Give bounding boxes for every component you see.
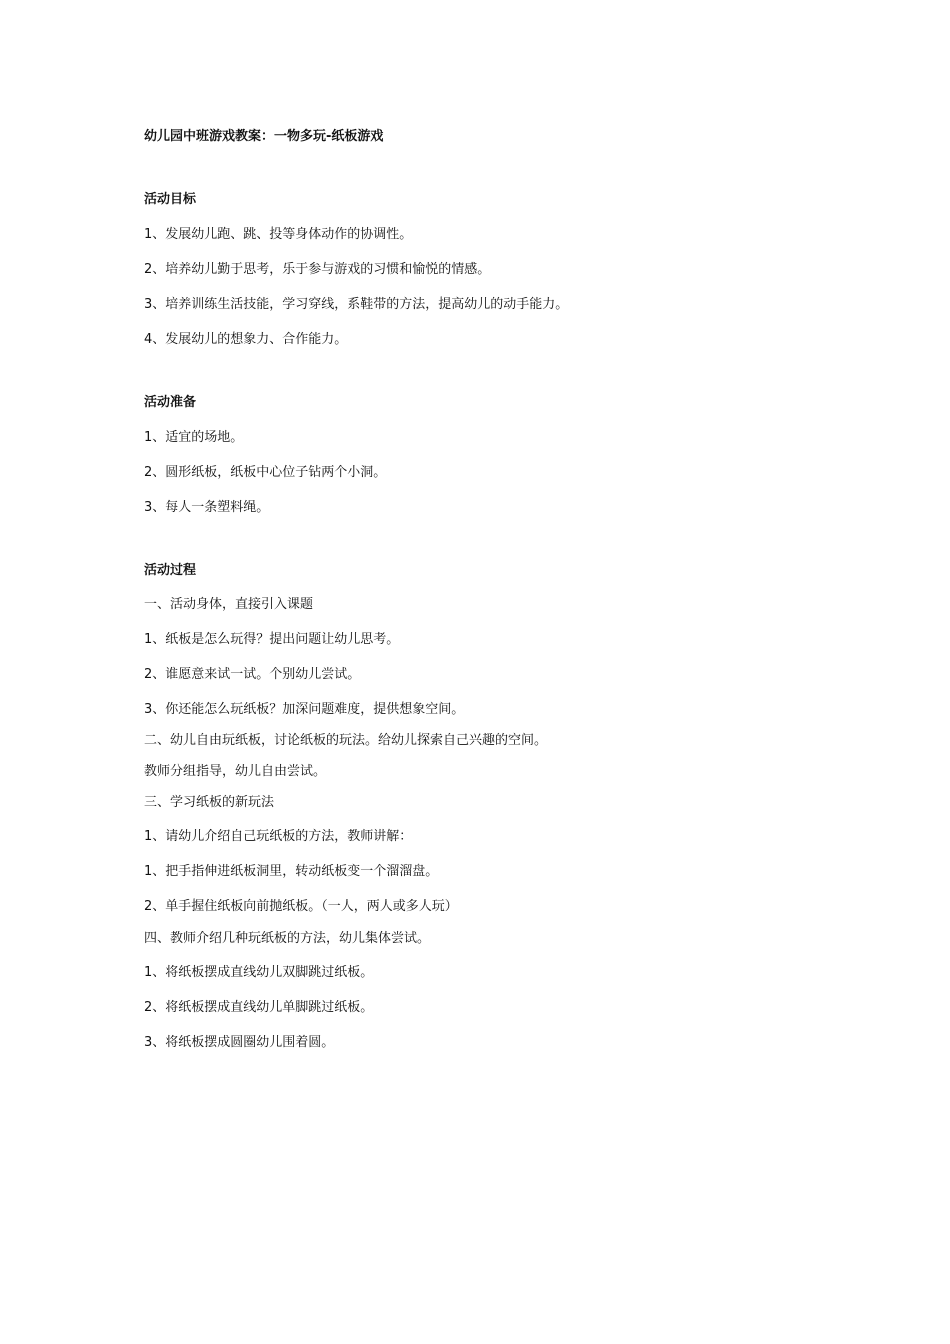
process-item: 四、教师介绍几种玩纸板的方法，幼儿集体尝试。: [144, 931, 431, 946]
process-item: 教师分组指导，幼儿自由尝试。: [144, 764, 327, 779]
section-heading-process: 活动过程: [144, 563, 197, 578]
process-item: 1、把手指伸进纸板洞里，转动纸板变一个溜溜盘。: [144, 864, 439, 879]
section-heading-preparation: 活动准备: [144, 395, 197, 410]
section-heading-goals: 活动目标: [144, 192, 197, 207]
process-item: 2、谁愿意来试一试。个别幼儿尝试。: [144, 667, 361, 682]
process-item: 2、单手握住纸板向前抛纸板。（一人，两人或多人玩）: [144, 899, 458, 914]
process-item: 三、学习纸板的新玩法: [144, 795, 275, 810]
document-title: 幼儿园中班游戏教案：一物多玩-纸板游戏: [144, 129, 384, 144]
preparation-item: 2、圆形纸板，纸板中心位子钻两个小洞。: [144, 465, 387, 480]
preparation-item: 1、适宜的场地。: [144, 430, 244, 445]
process-item: 二、幼儿自由玩纸板，讨论纸板的玩法。给幼儿探索自己兴趣的空间。: [144, 733, 548, 748]
goal-item: 4、发展幼儿的想象力、合作能力。: [144, 332, 348, 347]
process-item: 1、将纸板摆成直线幼儿双脚跳过纸板。: [144, 965, 374, 980]
goal-item: 1、发展幼儿跑、跳、投等身体动作的协调性。: [144, 227, 413, 242]
process-item: 3、将纸板摆成圆圈幼儿围着圆。: [144, 1035, 335, 1050]
process-item: 一、活动身体，直接引入课题: [144, 597, 314, 612]
goal-item: 3、培养训练生活技能，学习穿线，系鞋带的方法，提高幼儿的动手能力。: [144, 297, 569, 312]
process-item: 1、纸板是怎么玩得？提出问题让幼儿思考。: [144, 632, 400, 647]
process-item: 2、将纸板摆成直线幼儿单脚跳过纸板。: [144, 1000, 374, 1015]
goal-item: 2、培养幼儿勤于思考，乐于参与游戏的习惯和愉悦的情感。: [144, 262, 491, 277]
process-item: 1、请幼儿介绍自己玩纸板的方法，教师讲解：: [144, 829, 413, 844]
preparation-item: 3、每人一条塑料绳。: [144, 500, 270, 515]
process-item: 3、你还能怎么玩纸板？加深问题难度，提供想象空间。: [144, 702, 465, 717]
